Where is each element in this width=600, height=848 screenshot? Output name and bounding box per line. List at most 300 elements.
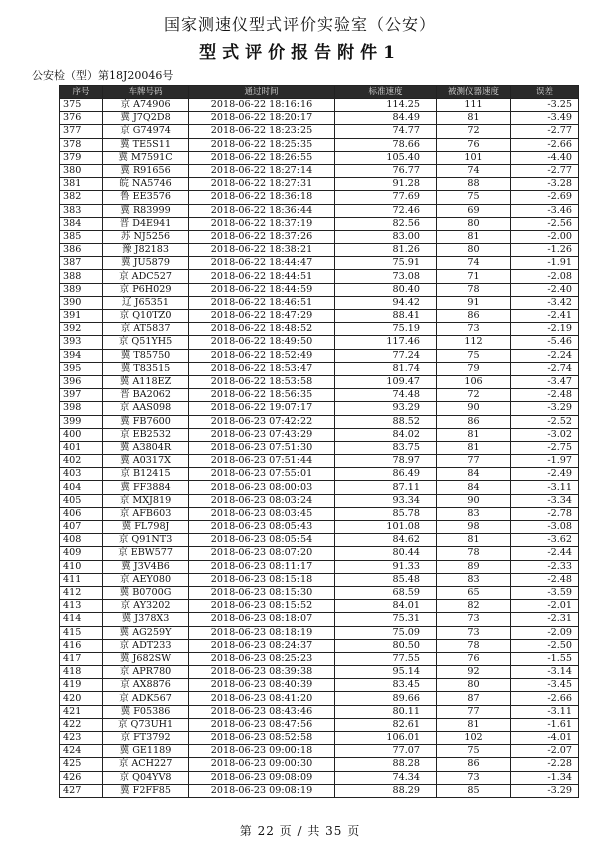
standard-speed-cell: 81.26 [335, 244, 437, 257]
standard-speed-cell: 80.44 [335, 547, 437, 560]
table-row [60, 415, 579, 428]
table-body [60, 99, 579, 798]
plate-number-cell: 冀 FF3884 [103, 481, 189, 494]
standard-speed-cell: 75.09 [335, 626, 437, 639]
pass-time-cell: 2018-06-23 08:05:43 [189, 521, 335, 534]
row-index-cell: 403 [60, 468, 103, 481]
pass-time-cell: 2018-06-22 18:46:51 [189, 296, 335, 309]
pass-time-cell: 2018-06-22 18:53:58 [189, 375, 335, 388]
row-index-cell: 427 [60, 784, 103, 797]
plate-number-cell: 京 AFB603 [103, 507, 189, 520]
standard-speed-cell: 93.34 [335, 494, 437, 507]
measured-speed-cell: 80 [437, 244, 511, 257]
measured-speed-cell: 75 [437, 191, 511, 204]
row-index-cell: 381 [60, 178, 103, 191]
measured-speed-cell: 74 [437, 164, 511, 177]
table-row [60, 125, 579, 138]
speed-error-cell: -2.56 [511, 217, 579, 230]
standard-speed-cell: 88.41 [335, 310, 437, 323]
standard-speed-cell: 83.75 [335, 441, 437, 454]
measured-speed-cell: 78 [437, 283, 511, 296]
table-row [60, 666, 579, 679]
table-row [60, 679, 579, 692]
pass-time-cell: 2018-06-23 08:15:30 [189, 586, 335, 599]
speed-error-cell: -3.11 [511, 705, 579, 718]
pass-time-cell: 2018-06-22 18:36:44 [189, 204, 335, 217]
standard-speed-cell: 117.46 [335, 336, 437, 349]
plate-number-cell: 京 APR780 [103, 666, 189, 679]
plate-number-cell: 京 AY3202 [103, 600, 189, 613]
speed-error-cell: -3.02 [511, 428, 579, 441]
table-row [60, 402, 579, 415]
standard-speed-cell: 84.02 [335, 428, 437, 441]
column-header-index: 序号 [60, 86, 103, 99]
pass-time-cell: 2018-06-23 08:24:37 [189, 639, 335, 652]
standard-speed-cell: 77.24 [335, 349, 437, 362]
plate-number-cell: 京 ADC527 [103, 270, 189, 283]
table-row [60, 336, 579, 349]
speed-error-cell: -2.50 [511, 639, 579, 652]
table-row [60, 283, 579, 296]
row-index-cell: 414 [60, 613, 103, 626]
standard-speed-cell: 91.28 [335, 178, 437, 191]
speed-error-cell: -3.29 [511, 402, 579, 415]
table-row [60, 771, 579, 784]
measured-speed-cell: 81 [437, 718, 511, 731]
speed-error-cell: -4.01 [511, 732, 579, 745]
pass-time-cell: 2018-06-23 07:43:29 [189, 428, 335, 441]
plate-number-cell: 冀 JU5879 [103, 257, 189, 270]
table-row [60, 244, 579, 257]
table-row [60, 547, 579, 560]
row-index-cell: 387 [60, 257, 103, 270]
standard-speed-cell: 91.33 [335, 560, 437, 573]
table-row [60, 323, 579, 336]
pass-time-cell: 2018-06-23 08:18:07 [189, 613, 335, 626]
standard-speed-cell: 88.29 [335, 784, 437, 797]
row-index-cell: 411 [60, 573, 103, 586]
table-row [60, 481, 579, 494]
plate-number-cell: 冀 FL798J [103, 521, 189, 534]
speed-error-cell: -3.45 [511, 679, 579, 692]
speed-error-cell: -2.74 [511, 362, 579, 375]
measured-speed-cell: 76 [437, 138, 511, 151]
row-index-cell: 379 [60, 151, 103, 164]
plate-number-cell: 京 Q73UH1 [103, 718, 189, 731]
speed-error-cell: -4.40 [511, 151, 579, 164]
plate-number-cell: 京 B12415 [103, 468, 189, 481]
row-index-cell: 395 [60, 362, 103, 375]
plate-number-cell: 京 Q91NT3 [103, 534, 189, 547]
plate-number-cell: 冀 J682SW [103, 652, 189, 665]
measured-speed-cell: 72 [437, 125, 511, 138]
pass-time-cell: 2018-06-22 19:07:17 [189, 402, 335, 415]
table-row [60, 362, 579, 375]
row-index-cell: 382 [60, 191, 103, 204]
pass-time-cell: 2018-06-22 18:49:50 [189, 336, 335, 349]
plate-number-cell: 冀 T85750 [103, 349, 189, 362]
speed-error-cell: -3.28 [511, 178, 579, 191]
standard-speed-cell: 77.69 [335, 191, 437, 204]
document-number: 公安检（型）第18J20046号 [32, 69, 174, 82]
table-row [60, 441, 579, 454]
speed-error-cell: -3.08 [511, 521, 579, 534]
pass-time-cell: 2018-06-23 08:07:20 [189, 547, 335, 560]
speed-measurement-table [59, 85, 579, 798]
speed-error-cell: -3.59 [511, 586, 579, 599]
measured-speed-cell: 81 [437, 230, 511, 243]
plate-number-cell: 鲁 EE3576 [103, 191, 189, 204]
pass-time-cell: 2018-06-23 08:03:45 [189, 507, 335, 520]
row-index-cell: 390 [60, 296, 103, 309]
measured-speed-cell: 89 [437, 560, 511, 573]
speed-error-cell: -3.42 [511, 296, 579, 309]
table-row [60, 732, 579, 745]
plate-number-cell: 京 EB2532 [103, 428, 189, 441]
table-row [60, 784, 579, 797]
speed-error-cell: -3.34 [511, 494, 579, 507]
plate-number-cell: 冀 M7591C [103, 151, 189, 164]
standard-speed-cell: 84.49 [335, 112, 437, 125]
measured-speed-cell: 86 [437, 415, 511, 428]
table-row [60, 626, 579, 639]
speed-error-cell: -3.46 [511, 204, 579, 217]
measured-speed-cell: 92 [437, 666, 511, 679]
plate-number-cell: 京 MXJ819 [103, 494, 189, 507]
plate-number-cell: 京 Q04YV8 [103, 771, 189, 784]
table-row [60, 270, 579, 283]
standard-speed-cell: 109.47 [335, 375, 437, 388]
measured-speed-cell: 73 [437, 613, 511, 626]
report-attachment-title: 型式评价报告附件1 [199, 43, 401, 63]
pass-time-cell: 2018-06-23 09:08:19 [189, 784, 335, 797]
row-index-cell: 417 [60, 652, 103, 665]
measured-speed-cell: 65 [437, 586, 511, 599]
pass-time-cell: 2018-06-22 18:20:17 [189, 112, 335, 125]
row-index-cell: 401 [60, 441, 103, 454]
speed-error-cell: -2.28 [511, 758, 579, 771]
standard-speed-cell: 75.91 [335, 257, 437, 270]
pass-time-cell: 2018-06-23 09:00:30 [189, 758, 335, 771]
plate-number-cell: 冀 TE5S11 [103, 138, 189, 151]
measured-speed-cell: 86 [437, 310, 511, 323]
row-index-cell: 400 [60, 428, 103, 441]
plate-number-cell: 冀 A3804R [103, 441, 189, 454]
plate-number-cell: 皖 NA5746 [103, 178, 189, 191]
measured-speed-cell: 90 [437, 402, 511, 415]
table-row [60, 507, 579, 520]
standard-speed-cell: 82.56 [335, 217, 437, 230]
measured-speed-cell: 82 [437, 600, 511, 613]
speed-error-cell: -3.14 [511, 666, 579, 679]
pass-time-cell: 2018-06-23 07:55:01 [189, 468, 335, 481]
pass-time-cell: 2018-06-23 08:25:23 [189, 652, 335, 665]
row-index-cell: 405 [60, 494, 103, 507]
measured-speed-cell: 80 [437, 217, 511, 230]
row-index-cell: 389 [60, 283, 103, 296]
standard-speed-cell: 87.11 [335, 481, 437, 494]
measured-speed-cell: 75 [437, 745, 511, 758]
pass-time-cell: 2018-06-23 07:51:30 [189, 441, 335, 454]
measured-speed-cell: 73 [437, 323, 511, 336]
table-row [60, 468, 579, 481]
row-index-cell: 386 [60, 244, 103, 257]
table-row [60, 178, 579, 191]
speed-error-cell: -2.08 [511, 270, 579, 283]
row-index-cell: 376 [60, 112, 103, 125]
table-row [60, 560, 579, 573]
measured-speed-cell: 78 [437, 547, 511, 560]
row-index-cell: 378 [60, 138, 103, 151]
speed-error-cell: -1.34 [511, 771, 579, 784]
pass-time-cell: 2018-06-23 08:47:56 [189, 718, 335, 731]
column-header-time: 通过时间 [189, 86, 335, 99]
table-row [60, 310, 579, 323]
pass-time-cell: 2018-06-23 08:15:52 [189, 600, 335, 613]
plate-number-cell: 京 Q51YH5 [103, 336, 189, 349]
standard-speed-cell: 93.29 [335, 402, 437, 415]
measured-speed-cell: 81 [437, 534, 511, 547]
table-row [60, 718, 579, 731]
row-index-cell: 396 [60, 375, 103, 388]
plate-number-cell: 冀 A0317X [103, 455, 189, 468]
speed-error-cell: -1.55 [511, 652, 579, 665]
row-index-cell: 408 [60, 534, 103, 547]
plate-number-cell: 京 G74974 [103, 125, 189, 138]
table-header-row [60, 86, 579, 99]
speed-error-cell: -3.11 [511, 481, 579, 494]
row-index-cell: 393 [60, 336, 103, 349]
pass-time-cell: 2018-06-23 08:03:24 [189, 494, 335, 507]
row-index-cell: 409 [60, 547, 103, 560]
pass-time-cell: 2018-06-22 18:53:47 [189, 362, 335, 375]
measured-speed-cell: 81 [437, 441, 511, 454]
speed-error-cell: -2.40 [511, 283, 579, 296]
table-row [60, 151, 579, 164]
standard-speed-cell: 74.34 [335, 771, 437, 784]
measured-speed-cell: 83 [437, 507, 511, 520]
plate-number-cell: 苏 NJ5256 [103, 230, 189, 243]
pass-time-cell: 2018-06-23 09:08:09 [189, 771, 335, 784]
table-row [60, 112, 579, 125]
table-row [60, 745, 579, 758]
table-row [60, 428, 579, 441]
pass-time-cell: 2018-06-22 18:56:35 [189, 389, 335, 402]
standard-speed-cell: 88.28 [335, 758, 437, 771]
row-index-cell: 377 [60, 125, 103, 138]
row-index-cell: 375 [60, 99, 103, 112]
table-row [60, 652, 579, 665]
pass-time-cell: 2018-06-23 08:41:20 [189, 692, 335, 705]
pass-time-cell: 2018-06-23 08:18:19 [189, 626, 335, 639]
standard-speed-cell: 83.00 [335, 230, 437, 243]
plate-number-cell: 豫 J82183 [103, 244, 189, 257]
plate-number-cell: 冀 F05386 [103, 705, 189, 718]
standard-speed-cell: 84.01 [335, 600, 437, 613]
standard-speed-cell: 72.46 [335, 204, 437, 217]
speed-error-cell: -2.69 [511, 191, 579, 204]
plate-number-cell: 京 AEY080 [103, 573, 189, 586]
measured-speed-cell: 111 [437, 99, 511, 112]
standard-speed-cell: 74.48 [335, 389, 437, 402]
measured-speed-cell: 91 [437, 296, 511, 309]
row-index-cell: 419 [60, 679, 103, 692]
pass-time-cell: 2018-06-23 08:43:46 [189, 705, 335, 718]
speed-error-cell: -2.19 [511, 323, 579, 336]
measured-speed-cell: 81 [437, 428, 511, 441]
measured-speed-cell: 73 [437, 771, 511, 784]
pass-time-cell: 2018-06-22 18:48:52 [189, 323, 335, 336]
row-index-cell: 398 [60, 402, 103, 415]
measured-speed-cell: 87 [437, 692, 511, 705]
measured-speed-cell: 84 [437, 468, 511, 481]
plate-number-cell: 冀 AG259Y [103, 626, 189, 639]
speed-error-cell: -2.33 [511, 560, 579, 573]
speed-error-cell: -2.09 [511, 626, 579, 639]
row-index-cell: 425 [60, 758, 103, 771]
pass-time-cell: 2018-06-22 18:44:47 [189, 257, 335, 270]
pass-time-cell: 2018-06-22 18:52:49 [189, 349, 335, 362]
pass-time-cell: 2018-06-22 18:25:35 [189, 138, 335, 151]
column-header-plate: 车牌号码 [103, 86, 189, 99]
table-row [60, 296, 579, 309]
table-row [60, 257, 579, 270]
pass-time-cell: 2018-06-23 09:00:18 [189, 745, 335, 758]
speed-error-cell: -2.31 [511, 613, 579, 626]
plate-number-cell: 京 EBW577 [103, 547, 189, 560]
pass-time-cell: 2018-06-22 18:44:51 [189, 270, 335, 283]
row-index-cell: 384 [60, 217, 103, 230]
standard-speed-cell: 114.25 [335, 99, 437, 112]
speed-error-cell: -1.91 [511, 257, 579, 270]
standard-speed-cell: 95.14 [335, 666, 437, 679]
pass-time-cell: 2018-06-22 18:27:14 [189, 164, 335, 177]
measured-speed-cell: 78 [437, 639, 511, 652]
measured-speed-cell: 73 [437, 626, 511, 639]
table-row [60, 375, 579, 388]
measured-speed-cell: 75 [437, 349, 511, 362]
speed-error-cell: -2.52 [511, 415, 579, 428]
pass-time-cell: 2018-06-23 07:42:22 [189, 415, 335, 428]
standard-speed-cell: 73.08 [335, 270, 437, 283]
plate-number-cell: 京 A74906 [103, 99, 189, 112]
pass-time-cell: 2018-06-23 08:39:38 [189, 666, 335, 679]
plate-number-cell: 晋 BA2062 [103, 389, 189, 402]
measured-speed-cell: 72 [437, 389, 511, 402]
table-row [60, 99, 579, 112]
row-index-cell: 423 [60, 732, 103, 745]
measured-speed-cell: 74 [437, 257, 511, 270]
table-row [60, 217, 579, 230]
row-index-cell: 385 [60, 230, 103, 243]
pass-time-cell: 2018-06-23 08:11:17 [189, 560, 335, 573]
column-header-measured-speed: 被测仪器速度 [437, 86, 511, 99]
measured-speed-cell: 81 [437, 112, 511, 125]
speed-error-cell: -2.49 [511, 468, 579, 481]
pass-time-cell: 2018-06-22 18:36:18 [189, 191, 335, 204]
plate-number-cell: 冀 FB7600 [103, 415, 189, 428]
speed-error-cell: -2.24 [511, 349, 579, 362]
table-row [60, 455, 579, 468]
plate-number-cell: 京 AAS098 [103, 402, 189, 415]
plate-number-cell: 晋 D4E941 [103, 217, 189, 230]
speed-error-cell: -2.77 [511, 125, 579, 138]
table-row [60, 600, 579, 613]
measured-speed-cell: 112 [437, 336, 511, 349]
standard-speed-cell: 84.62 [335, 534, 437, 547]
table-row [60, 586, 579, 599]
row-index-cell: 415 [60, 626, 103, 639]
row-index-cell: 406 [60, 507, 103, 520]
standard-speed-cell: 78.97 [335, 455, 437, 468]
plate-number-cell: 京 ADT233 [103, 639, 189, 652]
measured-speed-cell: 71 [437, 270, 511, 283]
standard-speed-cell: 77.07 [335, 745, 437, 758]
measured-speed-cell: 86 [437, 758, 511, 771]
standard-speed-cell: 85.78 [335, 507, 437, 520]
standard-speed-cell: 80.40 [335, 283, 437, 296]
plate-number-cell: 冀 A118EZ [103, 375, 189, 388]
row-index-cell: 422 [60, 718, 103, 731]
table-row [60, 494, 579, 507]
measured-speed-cell: 102 [437, 732, 511, 745]
measured-speed-cell: 77 [437, 705, 511, 718]
row-index-cell: 407 [60, 521, 103, 534]
row-index-cell: 412 [60, 586, 103, 599]
row-index-cell: 402 [60, 455, 103, 468]
measured-speed-cell: 76 [437, 652, 511, 665]
table-row [60, 758, 579, 771]
standard-speed-cell: 85.48 [335, 573, 437, 586]
table-row [60, 639, 579, 652]
row-index-cell: 424 [60, 745, 103, 758]
row-index-cell: 420 [60, 692, 103, 705]
measured-speed-cell: 106 [437, 375, 511, 388]
speed-error-cell: -2.75 [511, 441, 579, 454]
speed-error-cell: -1.26 [511, 244, 579, 257]
standard-speed-cell: 106.01 [335, 732, 437, 745]
table-row [60, 138, 579, 151]
standard-speed-cell: 68.59 [335, 586, 437, 599]
measured-speed-cell: 101 [437, 151, 511, 164]
pass-time-cell: 2018-06-22 18:44:59 [189, 283, 335, 296]
plate-number-cell: 冀 J3V4B6 [103, 560, 189, 573]
standard-speed-cell: 80.50 [335, 639, 437, 652]
standard-speed-cell: 83.45 [335, 679, 437, 692]
plate-number-cell: 京 ACH227 [103, 758, 189, 771]
column-header-error: 误差 [511, 86, 579, 99]
table-row [60, 349, 579, 362]
measured-speed-cell: 85 [437, 784, 511, 797]
standard-speed-cell: 101.08 [335, 521, 437, 534]
table-row [60, 613, 579, 626]
speed-error-cell: -2.01 [511, 600, 579, 613]
speed-error-cell: -2.78 [511, 507, 579, 520]
measured-speed-cell: 69 [437, 204, 511, 217]
pass-time-cell: 2018-06-22 18:37:19 [189, 217, 335, 230]
speed-error-cell: -2.41 [511, 310, 579, 323]
table-row [60, 534, 579, 547]
standard-speed-cell: 80.11 [335, 705, 437, 718]
speed-error-cell: -3.47 [511, 375, 579, 388]
page-number: 第 22 页 / 共 35 页 [239, 824, 361, 838]
speed-error-cell: -5.46 [511, 336, 579, 349]
row-index-cell: 421 [60, 705, 103, 718]
pass-time-cell: 2018-06-23 08:52:58 [189, 732, 335, 745]
row-index-cell: 388 [60, 270, 103, 283]
speed-error-cell: -1.97 [511, 455, 579, 468]
measured-speed-cell: 88 [437, 178, 511, 191]
